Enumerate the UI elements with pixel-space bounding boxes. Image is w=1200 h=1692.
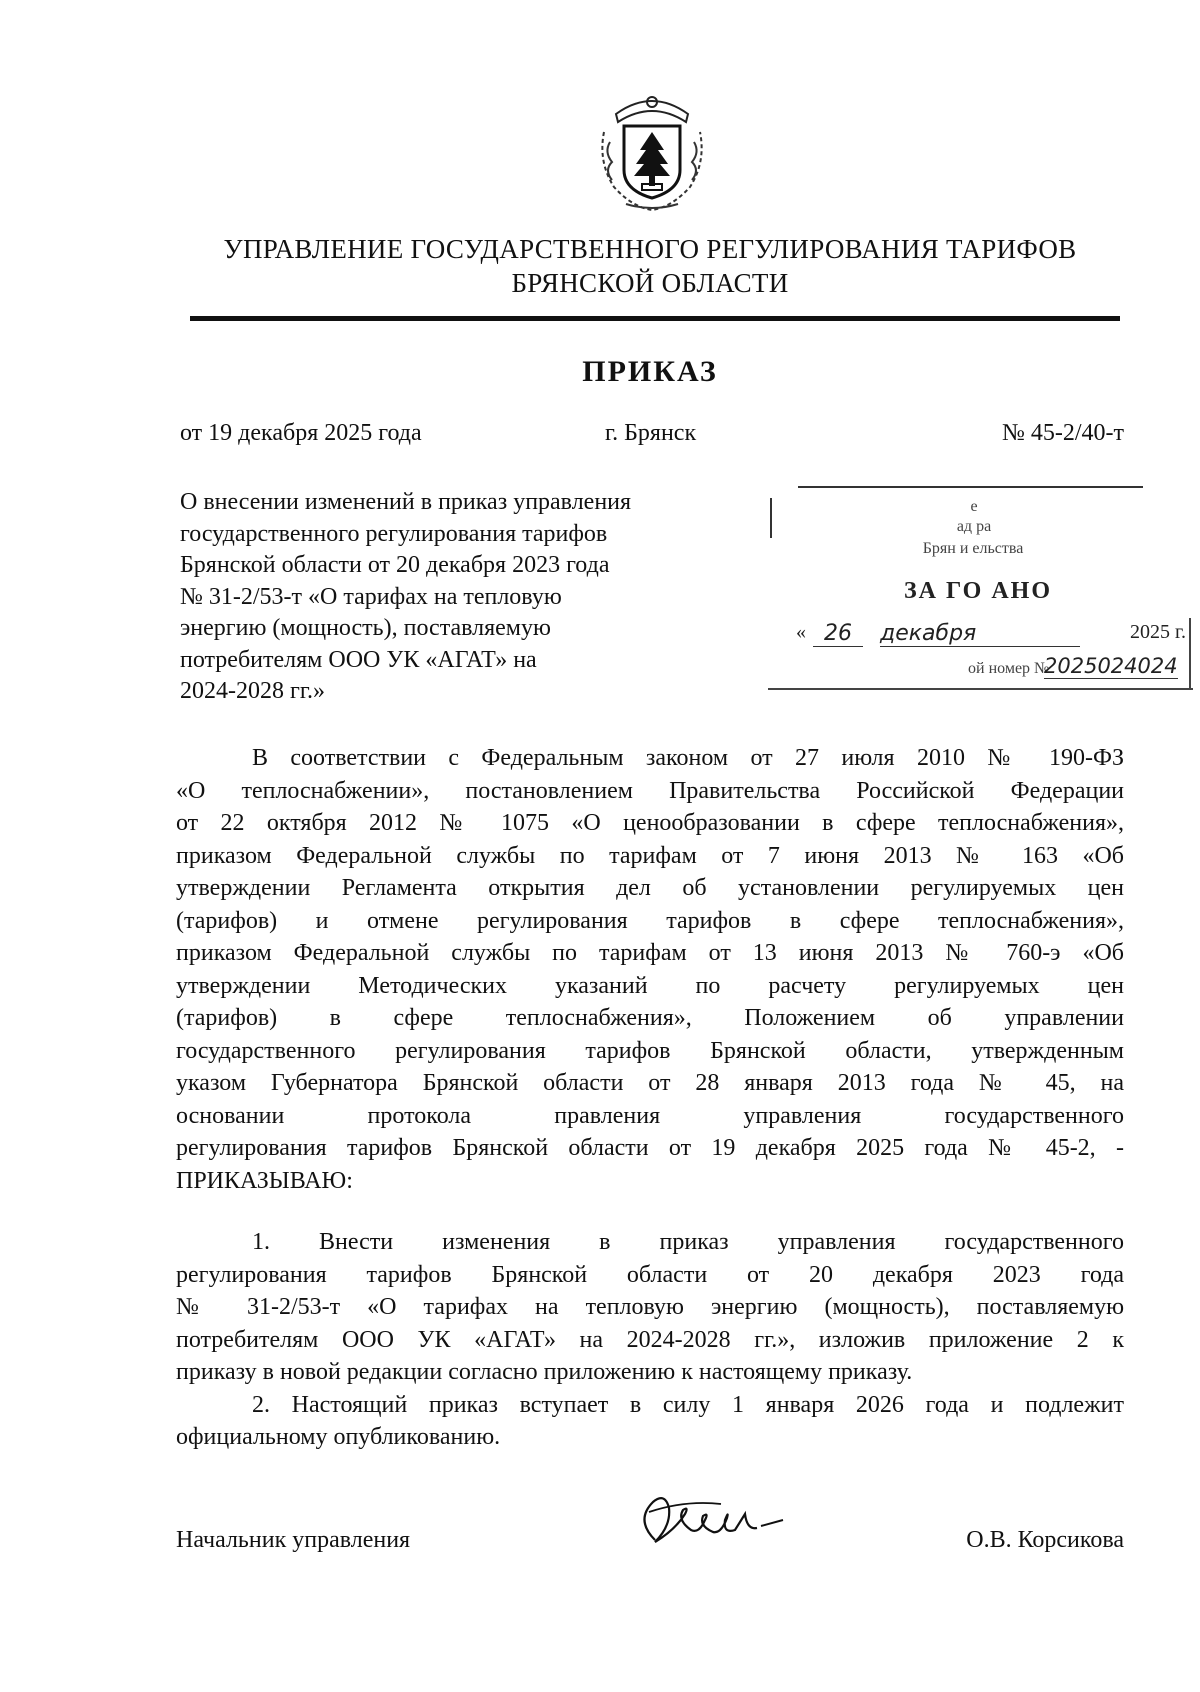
body-line: 1. Внести изменения в приказ управления государственного xyxy=(252,1229,1124,1255)
body-line: утверждении Регламента открытия дел об установлении регулируемых цен xyxy=(176,875,1124,901)
preamble-paragraph xyxy=(176,742,1124,1197)
stamp-day: 26 xyxy=(813,621,863,647)
organization-line-1: УПРАВЛЕНИЕ ГОСУДАРСТВЕННОГО РЕГУЛИРОВАНИЯ ТАРИФОВ xyxy=(223,234,1077,264)
order-city: г. Брянск xyxy=(605,420,697,446)
subject-line: энергию (мощность), поставляемую xyxy=(180,615,551,641)
body-line: регулирования тарифов Брянской области от 19 декабря 2025 года № 45-2, - xyxy=(176,1135,1124,1161)
signer-title: Начальник управления xyxy=(176,1527,411,1553)
registration-stamp xyxy=(768,478,1193,702)
body-line: потребителям ООО УК «АГАТ» на 2024-2028 гг.», изложив приложение 2 к xyxy=(176,1326,1124,1353)
stamp-year: 2025 г. xyxy=(1130,621,1186,643)
header-divider xyxy=(190,316,1120,321)
body-line: приказу в новой редакции согласно приложению к настоящему приказу. xyxy=(176,1359,913,1385)
order-items xyxy=(176,1226,1124,1454)
body-line: основании протокола правления управления государственного xyxy=(176,1102,1124,1129)
body-line: от 22 октября 2012 № 1075 «О ценообразовании в сфере теплоснабжения», xyxy=(176,810,1124,836)
order-number: № 45-2/40-т xyxy=(1001,420,1124,446)
stamp-border xyxy=(768,688,1193,690)
body-line: утверждении Методических указаний по расчету регулируемых цен xyxy=(176,972,1124,999)
stamp-date-quote: « xyxy=(796,621,806,643)
stamp-border xyxy=(798,486,1143,488)
body-line: № 31-2/53-т «О тарифах на тепловую энергию (мощность), поставляемую xyxy=(176,1294,1124,1320)
subject-line: государственного регулирования тарифов xyxy=(180,520,608,547)
body-line: официальному опубликованию. xyxy=(176,1424,501,1450)
stamp-month: декабря xyxy=(880,621,1080,647)
stamp-line-3: Брян и ельства xyxy=(922,540,1024,557)
subject-line: 2024-2028 гг.» xyxy=(180,678,325,704)
body-line: приказом Федеральной службы по тарифам от 7 июня 2013 № 163 «Об xyxy=(176,842,1124,869)
stamp-date xyxy=(788,621,1188,651)
stamp-number-label: ой номер № xyxy=(968,660,1050,677)
subject-line: № 31-2/53-т «О тарифах на тепловую xyxy=(180,583,562,610)
document-type-title: ПРИКАЗ xyxy=(582,355,718,388)
body-line: 2. Настоящий приказ вступает в силу 1 января 2026 года и подлежит xyxy=(252,1391,1124,1418)
organization-name xyxy=(150,232,1150,300)
stamp-border xyxy=(1189,618,1191,690)
subject-line: потребителям ООО УК «АГАТ» на xyxy=(180,646,537,673)
body-line: приказом Федеральной службы по тарифам от 13 июня 2013 № 760-э «Об xyxy=(176,940,1124,966)
stamp-border xyxy=(770,498,772,538)
signer-name: О.В. Корсикова xyxy=(966,1527,1124,1553)
organization-line-2: БРЯНСКОЙ ОБЛАСТИ xyxy=(511,268,789,298)
order-date: от 19 декабря 2025 года xyxy=(180,420,422,446)
body-line: «О теплоснабжении», постановлением Правительства Российской Федерации xyxy=(176,777,1124,804)
order-keyword: ПРИКАЗЫВАЮ: xyxy=(176,1167,353,1194)
subject-line: Брянской области от 20 декабря 2023 года xyxy=(180,552,610,578)
body-line: (тарифов) и отмене регулирования тарифов в сфере теплоснабжения», xyxy=(176,907,1124,934)
handwritten-signature xyxy=(625,1490,795,1560)
body-line: (тарифов) в сфере теплоснабжения», Положением об управлении xyxy=(176,1005,1124,1031)
stamp-registered-label: ЗА ГО АНО xyxy=(903,578,1052,604)
order-subject xyxy=(180,487,728,708)
body-line: регулирования тарифов Брянской области от 20 декабря 2023 года xyxy=(176,1261,1124,1288)
stamp-number-value: 2025024024 xyxy=(1044,654,1178,678)
body-line: государственного регулирования тарифов Брянской области, утвержденным xyxy=(176,1037,1124,1064)
coat-of-arms-emblem xyxy=(596,92,708,212)
stamp-number-line xyxy=(788,656,1188,684)
subject-line: О внесении изменений в приказ управления xyxy=(180,489,632,515)
stamp-line-1: е xyxy=(970,498,978,515)
body-line: указом Губернатора Брянской области от 28 января 2013 года № 45, на xyxy=(176,1070,1124,1096)
stamp-line-2: ад ра xyxy=(956,518,992,535)
body-line: В соответствии с Федеральным законом от 27 июля 2010 № 190-ФЗ xyxy=(252,745,1124,771)
